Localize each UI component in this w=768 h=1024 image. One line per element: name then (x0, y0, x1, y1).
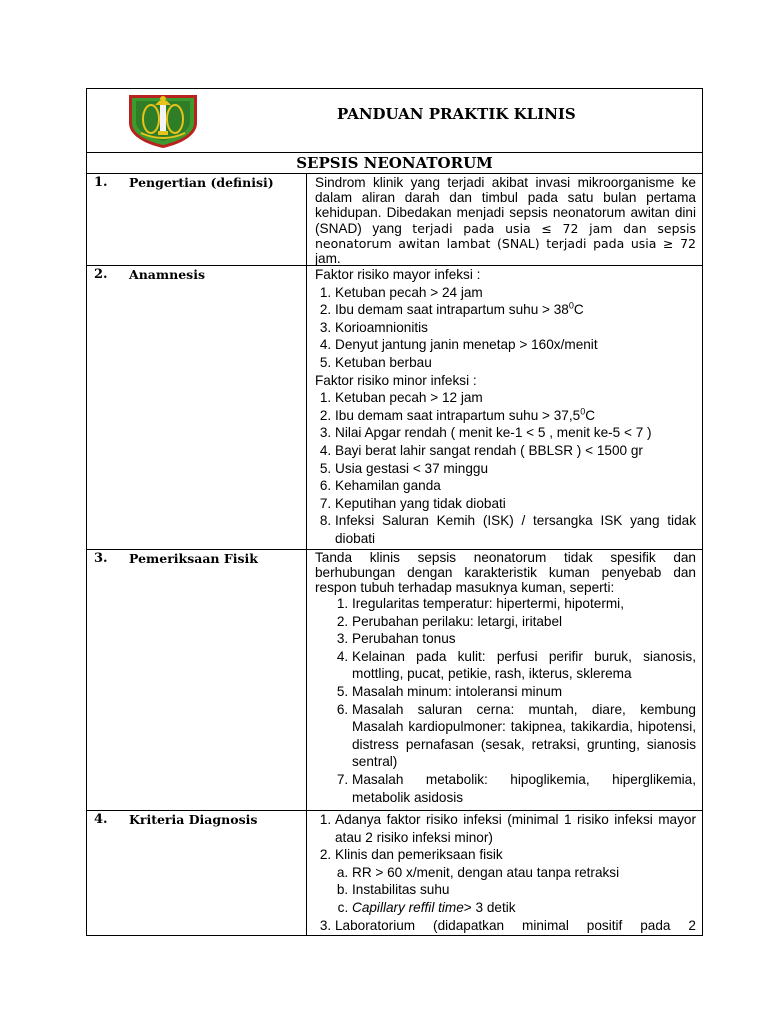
list-item: 6. Kehamilan ganda (335, 477, 696, 495)
topic-title: SEPSIS NEONATORUM (87, 153, 702, 174)
physical-exam-content (307, 550, 702, 810)
section-label-cell (87, 550, 307, 810)
clinical-sub-list (335, 864, 696, 917)
minor-risk-list (315, 389, 696, 547)
definition-part-a: Sindrom klinik yang terjadi akibat invasi mikroorganisme ke dalam aliran darah dan timbul pada satu bulan pertama kehidupan. Dibedakan menjadi sepsis neonatorum awitan dini (SNAD) yang (315, 175, 696, 236)
list-item: 3. Laboratorium (didapatkan minimal positif pada 2 (335, 917, 696, 935)
regional-emblem-icon (125, 91, 201, 149)
section-label: Pengertian (definisi) (129, 175, 274, 190)
list-item: 4. Kelainan pada kulit: perfusi perifir buruk, sianosis, mottling, pucat, petikie, rash, ikterus, sklerema (352, 648, 696, 683)
major-risk-heading: Faktor risiko mayor infeksi : (315, 267, 481, 282)
physical-exam-intro: Tanda klinis sepsis neonatorum tidak spesifik dan berhubungan dengan karakteristik kuman penyebab dan respon tubuh terhadap masuknya kuman, seperti: (315, 550, 696, 595)
anamnesis-content (307, 266, 702, 549)
list-item: 2. Ibu demam saat intrapartum suhu > $38^0C$ (335, 301, 696, 319)
clinical-signs-list (315, 595, 696, 806)
section-number: 1. (94, 175, 108, 190)
list-item: 1. Iregularitas temperatur: hipertermi, hipotermi, (352, 595, 696, 613)
list-item: a. RR > 60 x/menit, dengan atau tanpa retraksi (352, 864, 696, 882)
minor-risk-heading: Faktor risiko minor infeksi : (315, 372, 477, 388)
list-item: 7. Keputihan yang tidak diobati (335, 495, 696, 513)
list-item: 1. Adanya faktor risiko infeksi (minimal 1 risiko infeksi mayor atau 2 risiko infeksi minor) (335, 811, 696, 846)
list-item: c. Capillary reffil time> 3 detik (352, 899, 696, 917)
list-item: 2. Perubahan perilaku: letargi, iritabel (352, 613, 696, 631)
diagnosis-criteria-list (315, 811, 696, 934)
list-item: 2. Klinis dan pemeriksaan fisik a. RR > 60 x/menit, dengan atau tanpa retraksi b. Instabilitas suhu c. Capillary reffil time> 3 detik (335, 846, 696, 916)
list-item: b. Instabilitas suhu (352, 881, 696, 899)
definition-part-b: terjadi pada usia ≤ 72 jam dan sepsis neonatorum awitan lambat (SNAL) terjadi pada usia ≥ 72 (315, 220, 696, 251)
section-definition (87, 174, 702, 266)
section-number: 4. (94, 812, 108, 827)
list-item: 4. Denyut jantung janin menetap > 160x/menit (335, 336, 696, 354)
list-item: 6. Masalah saluran cerna: muntah, diare, kembung Masalah kardiopulmoner: takipnea, takikardia, hipotensi, distress pernafasan (sesak, retraksi, grunting, sianosis sentral) (352, 701, 696, 771)
section-label-cell (87, 811, 307, 935)
section-label: Pemeriksaan Fisik (129, 551, 258, 566)
section-number: 3. (94, 551, 108, 566)
list-item: 1. Ketuban pecah > 12 jam (335, 389, 696, 407)
document-title: PANDUAN PRAKTIK KLINIS (337, 105, 576, 123)
section-diagnosis-criteria (87, 811, 702, 935)
diagnosis-criteria-content (307, 811, 702, 935)
list-item: 5. Usia gestasi < 37 minggu (335, 460, 696, 478)
list-item: 3. Korioamnionitis (335, 319, 696, 337)
definition-text (307, 174, 702, 265)
section-physical-exam (87, 550, 702, 811)
section-label: Anamnesis (129, 267, 205, 282)
list-item: 3. Nilai Apgar rendah ( menit ke-1 < 5 , menit ke-5 < 7 ) (335, 424, 696, 442)
definition-part-c: jam. (315, 251, 341, 267)
list-item: 1. Ketuban pecah > 24 jam (335, 284, 696, 302)
list-item: 7. Masalah metabolik: hipoglikemia, hiperglikemia, metabolik asidosis (352, 771, 696, 806)
list-item: 2. Ibu demam saat intrapartum suhu > $37,5^0C$ (335, 407, 696, 425)
section-number: 2. (94, 267, 108, 282)
major-risk-list (315, 284, 696, 372)
document-header (87, 89, 702, 153)
section-anamnesis (87, 266, 702, 550)
list-item: 3. Perubahan tonus (352, 630, 696, 648)
clinical-guide-document (86, 88, 703, 936)
section-label-cell (87, 174, 307, 265)
section-label-cell (87, 266, 307, 549)
section-label: Kriteria Diagnosis (129, 812, 258, 827)
list-item: 8. Infeksi Saluran Kemih (ISK) / tersangka ISK yang tidak diobati (335, 512, 696, 547)
list-item: 5. Ketuban berbau (335, 354, 696, 372)
list-item: 4. Bayi berat lahir sangat rendah ( BBLSR ) < 1500 gr (335, 442, 696, 460)
list-item: 5. Masalah minum: intoleransi minum (352, 683, 696, 701)
